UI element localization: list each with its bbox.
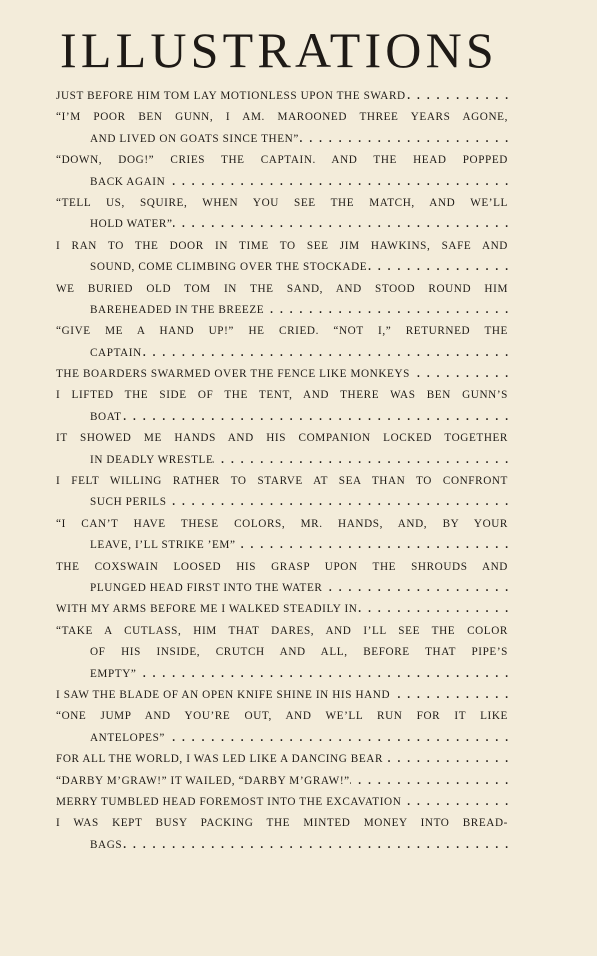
entry-text: THE COXSWAIN LOOSED HIS GRASP UPON THE SHROUDS AND <box>56 560 508 573</box>
entry-text: BOAT <box>90 410 122 423</box>
entry-line <box>56 492 508 513</box>
list-item <box>56 471 508 514</box>
dot-leader <box>136 664 508 685</box>
dot-leader <box>167 492 508 513</box>
entry-text: I WAS KEPT BUSY PACKING THE MINTED MONEY INTO BREAD- <box>56 817 508 830</box>
entry-line <box>56 321 508 342</box>
entry-text: BAREHEADED IN THE BREEZE <box>90 303 265 316</box>
dot-leader <box>122 835 508 856</box>
dot-leader <box>390 685 508 706</box>
list-item <box>56 279 508 322</box>
entry-line <box>56 214 508 235</box>
dot-leader <box>122 407 508 428</box>
entry-line <box>56 172 508 193</box>
entry-text: BACK AGAIN <box>90 175 166 188</box>
entry-line <box>56 150 508 171</box>
list-item <box>56 749 508 770</box>
entry-line <box>56 706 508 727</box>
list-item <box>56 621 508 685</box>
list-item <box>56 813 508 856</box>
entry-line <box>56 300 508 321</box>
entry-line <box>56 685 508 706</box>
entry-line <box>56 792 508 813</box>
list-item <box>56 193 508 236</box>
entry-text: “ONE JUMP AND YOU’RE OUT, AND WE’LL RUN FOR IT LIKE <box>56 710 508 723</box>
entry-line <box>56 514 508 535</box>
list-item <box>56 321 508 364</box>
entry-text: I FELT WILLING RATHER TO STARVE AT SEA THAN TO CONFRONT <box>56 475 508 488</box>
entry-text: WITH MY ARMS BEFORE ME I WALKED STEADILY IN <box>56 603 358 616</box>
list-item <box>56 86 508 107</box>
entry-line <box>56 364 508 385</box>
dot-leader <box>406 86 508 107</box>
entry-text: FOR ALL THE WORLD, I WAS LED LIKE A DANCING BEAR <box>56 753 384 766</box>
list-item <box>56 428 508 471</box>
entry-text: JUST BEFORE HIM TOM LAY MOTIONLESS UPON THE SWARD <box>56 90 406 102</box>
list-item <box>56 792 508 813</box>
entry-line <box>56 107 508 128</box>
entry-text: MERRY TUMBLED HEAD FOREMOST INTO THE EXCAVATION <box>56 795 402 808</box>
entry-text: “I’M POOR BEN GUNN, I AM. MAROONED THREE YEARS AGONE, <box>56 111 508 124</box>
dot-leader <box>383 749 508 770</box>
entry-text: LEAVE, I’LL STRIKE ’EM” <box>90 539 236 552</box>
entry-line <box>56 86 508 107</box>
dot-leader <box>401 792 508 813</box>
entry-line <box>56 471 508 492</box>
list-item <box>56 385 508 428</box>
entry-line <box>56 813 508 834</box>
dot-leader <box>142 343 508 364</box>
list-item <box>56 107 508 150</box>
entry-text: CAPTAIN <box>90 346 142 359</box>
entry-text: HOLD WATER” <box>90 218 173 231</box>
entry-text: WE BURIED OLD TOM IN THE SAND, AND STOOD ROUND HIM <box>56 282 508 295</box>
entry-line <box>56 428 508 449</box>
entry-line <box>56 279 508 300</box>
page-title: ILLUSTRATIONS <box>60 22 498 78</box>
entry-text: ANTELOPES” <box>90 731 165 744</box>
entry-line <box>56 664 508 685</box>
entry-text: THE BOARDERS SWARMED OVER THE FENCE LIKE MONKEYS <box>56 368 410 381</box>
entry-line <box>56 257 508 278</box>
entry-line <box>56 385 508 406</box>
list-item <box>56 514 508 557</box>
list-item <box>56 150 508 193</box>
dot-leader <box>236 535 508 556</box>
list-item <box>56 364 508 385</box>
entry-line <box>56 621 508 642</box>
dot-leader <box>322 578 508 599</box>
entry-line <box>56 557 508 578</box>
illustrations-list <box>56 86 508 856</box>
entry-text: BAGS <box>90 838 123 851</box>
entry-line <box>56 343 508 364</box>
list-item <box>56 685 508 706</box>
entry-line <box>56 535 508 556</box>
entry-text: “DARBY M’GRAW!” IT WAILED, “DARBY M’GRAW!” <box>56 774 350 787</box>
entry-text: “TELL US, SQUIRE, WHEN YOU SEE THE MATCH, AND WE’LL <box>56 196 508 209</box>
entry-text: I SAW THE BLADE OF AN OPEN KNIFE SHINE IN HIS HAND <box>56 688 391 701</box>
entry-text: “I CAN’T HAVE THESE COLORS, MR. HANDS, AND, BY YOUR <box>56 517 508 530</box>
entry-text: “DOWN, DOG!” CRIES THE CAPTAIN. AND THE HEAD POPPED <box>56 154 508 167</box>
entry-text: SOUND, COME CLIMBING OVER THE STOCKADE <box>90 261 368 274</box>
dot-leader <box>173 214 508 235</box>
entry-text: SUCH PERILS <box>90 496 167 509</box>
entry-line <box>56 728 508 749</box>
entry-text: IN DEADLY WRESTLE <box>90 453 214 466</box>
entry-line <box>56 749 508 770</box>
entry-text: “GIVE ME A HAND UP!” HE CRIED. “NOT I,” RETURNED THE <box>56 325 508 338</box>
entry-text: OF HIS INSIDE, CRUTCH AND ALL, BEFORE THAT PIPE’S <box>90 646 508 659</box>
entry-line <box>56 771 508 792</box>
dot-leader <box>165 728 508 749</box>
entry-line <box>56 236 508 257</box>
dot-leader <box>299 129 508 150</box>
list-item <box>56 771 508 792</box>
entry-text: I LIFTED THE SIDE OF THE TENT, AND THERE WAS BEN GUNN’S <box>56 389 508 402</box>
entry-line <box>56 129 508 150</box>
dot-leader <box>213 450 508 471</box>
entry-text: AND LIVED ON GOATS SINCE THEN” <box>90 132 299 145</box>
dot-leader <box>367 257 508 278</box>
entry-line <box>56 193 508 214</box>
list-item <box>56 557 508 600</box>
entry-text: “TAKE A CUTLASS, HIM THAT DARES, AND I’LL SEE THE COLOR <box>56 624 508 637</box>
entry-line <box>56 599 508 620</box>
dot-leader <box>350 771 508 792</box>
entry-line <box>56 835 508 856</box>
entry-line <box>56 642 508 663</box>
list-item <box>56 706 508 749</box>
entry-text: IT SHOWED ME HANDS AND HIS COMPANION LOCKED TOGETHER <box>56 432 508 445</box>
dot-leader <box>264 300 508 321</box>
entry-line <box>56 578 508 599</box>
dot-leader <box>165 172 508 193</box>
dot-leader <box>357 599 508 620</box>
entry-text: I RAN TO THE DOOR IN TIME TO SEE JIM HAWKINS, SAFE AND <box>56 239 508 252</box>
entry-text: EMPTY” <box>90 667 137 680</box>
entry-line <box>56 407 508 428</box>
list-item <box>56 236 508 279</box>
list-item <box>56 599 508 620</box>
entry-line <box>56 450 508 471</box>
entry-text: PLUNGED HEAD FIRST INTO THE WATER <box>90 581 323 594</box>
dot-leader <box>410 364 508 385</box>
